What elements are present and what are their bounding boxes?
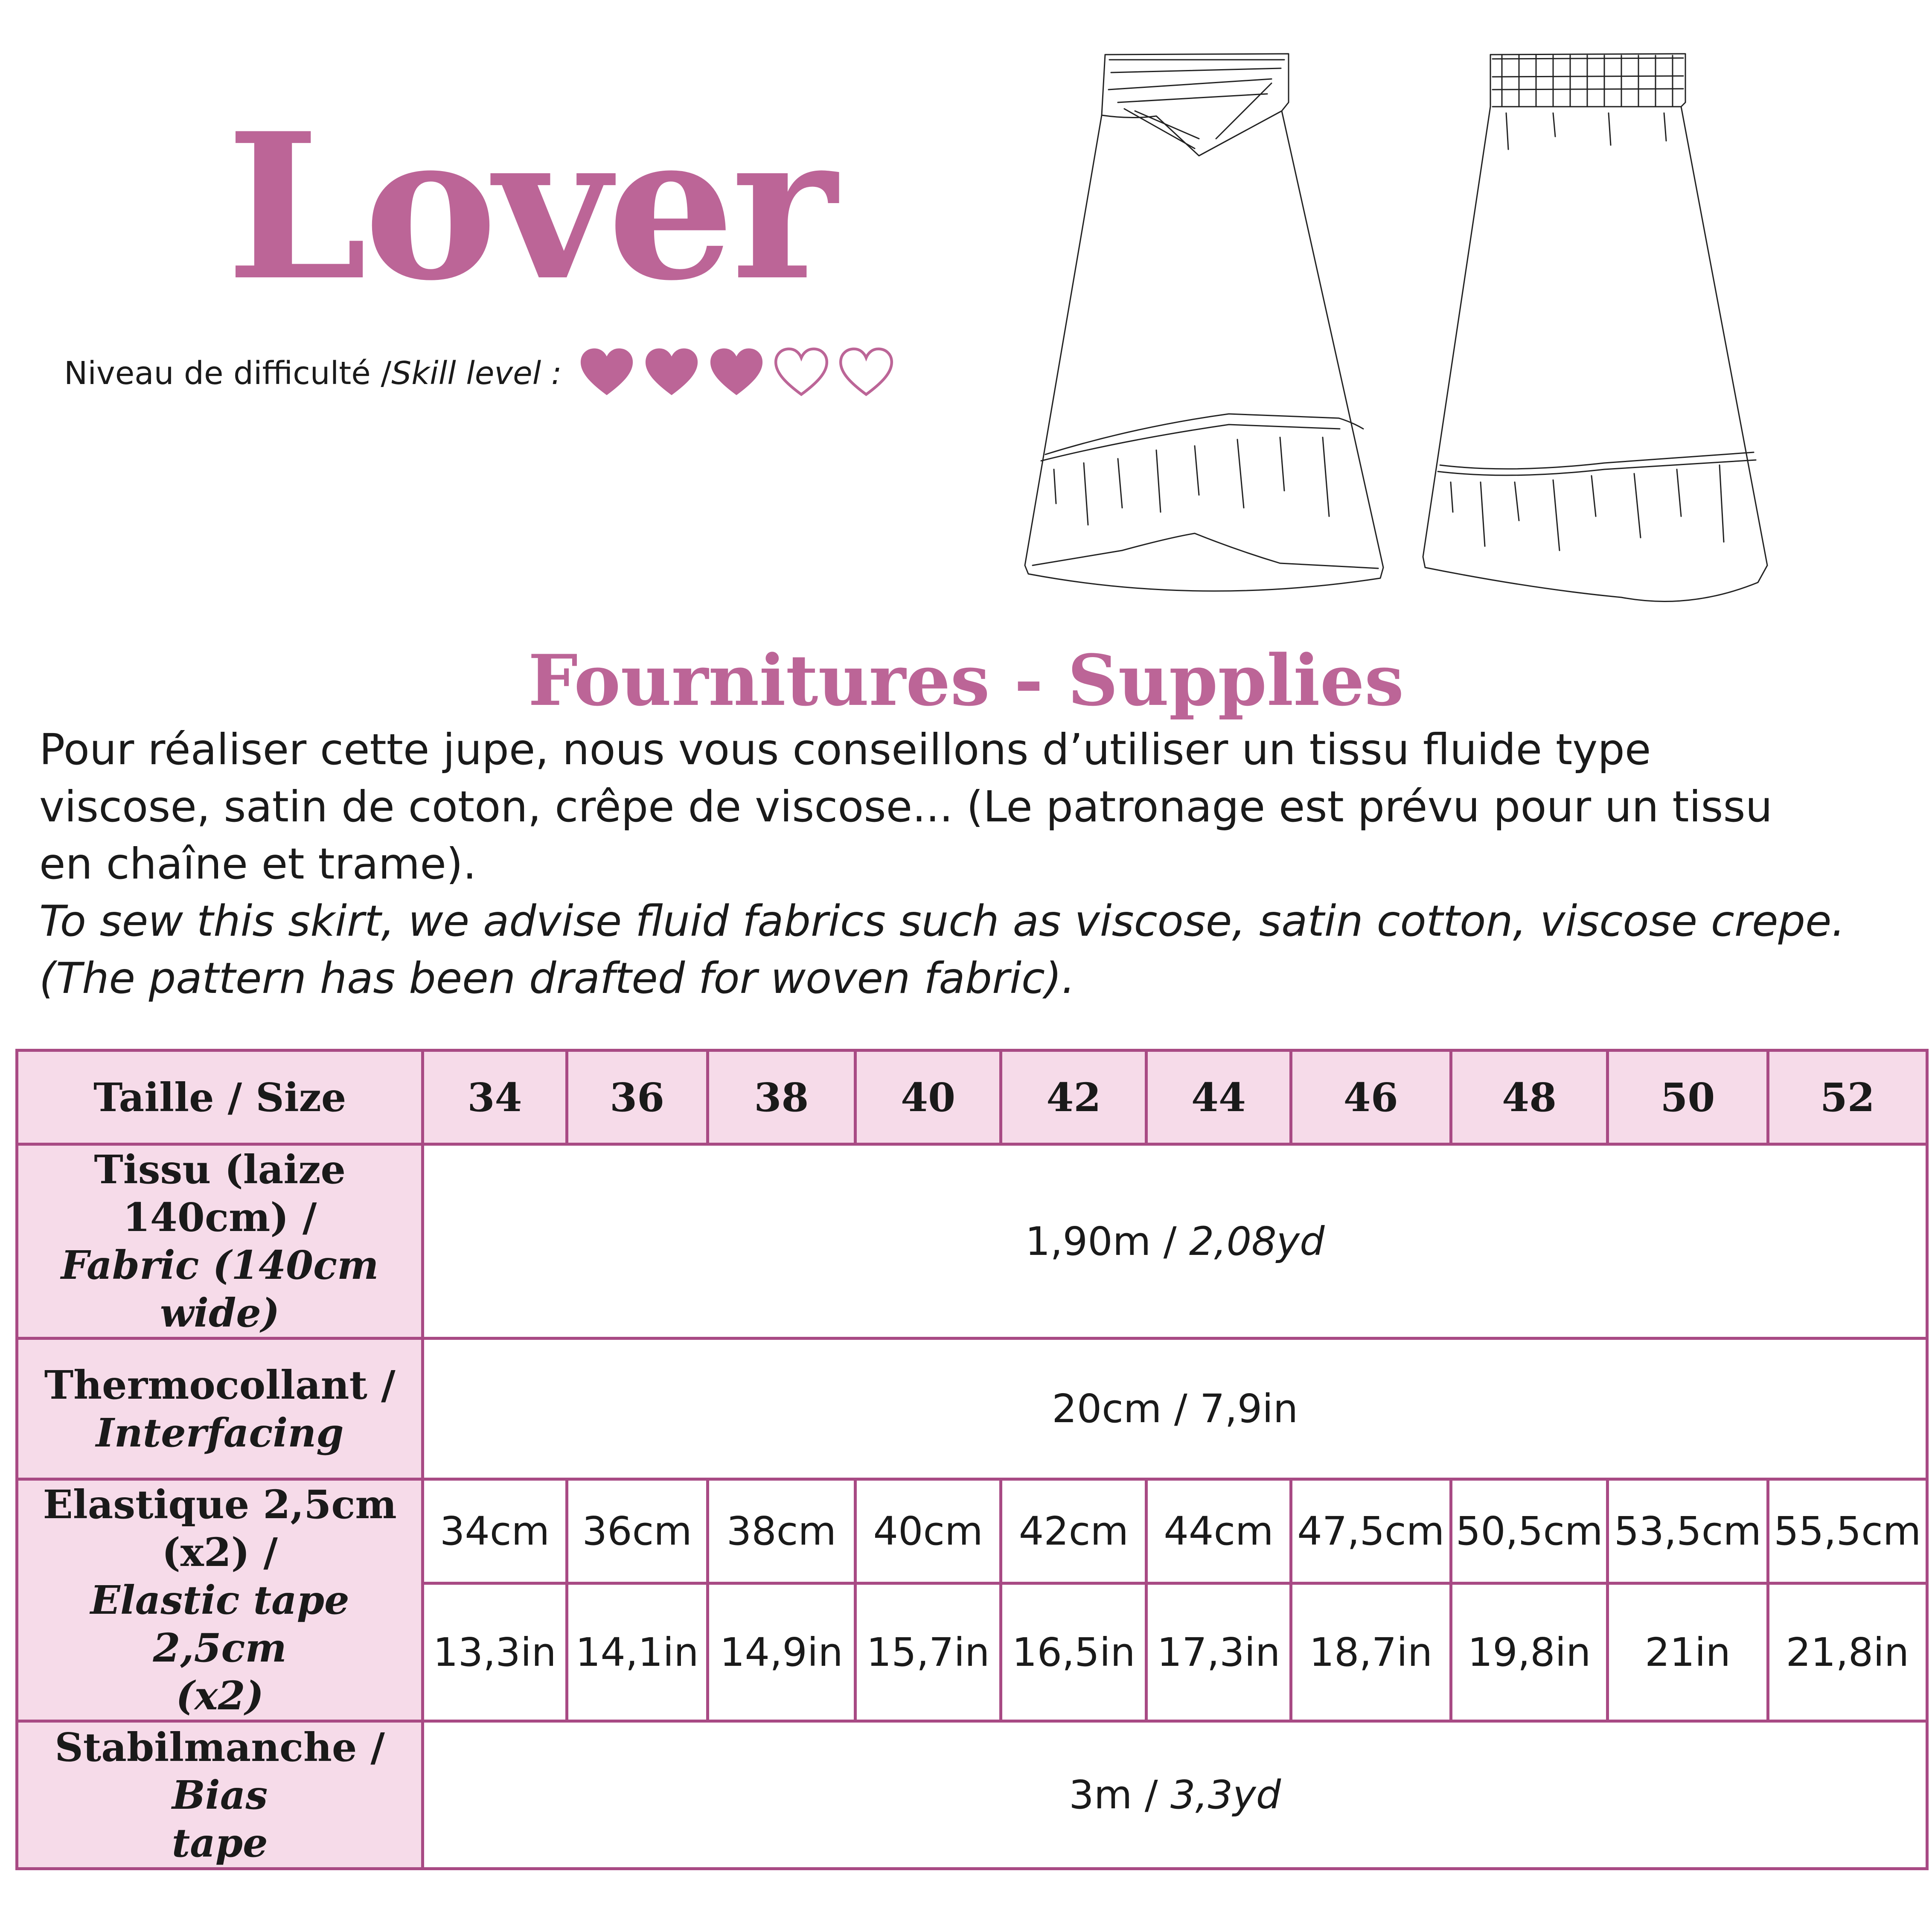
elastic-cm-cell: 42cm [1001, 1479, 1146, 1583]
heart-filled-icon [579, 346, 634, 401]
size-cell: 38 [707, 1051, 855, 1144]
elastic-label-en-1: Elastic tape 2,5cm [90, 1577, 349, 1671]
elastic-in-cell: 18,7in [1291, 1583, 1451, 1721]
elastic-label-en-2: (x2) [176, 1673, 264, 1719]
elastic-cm-cell: 44cm [1146, 1479, 1291, 1583]
bias-tape-label [17, 1721, 423, 1869]
elastic-in-cell: 14,9in [707, 1583, 855, 1721]
interfacing-label-fr: Thermocollant / [44, 1362, 396, 1408]
size-cell: 36 [567, 1051, 707, 1144]
intro-en-line-2: (The pattern has been drafted for woven fabric). [39, 953, 1075, 1003]
supplies-table [15, 1049, 1929, 1870]
size-cell: 40 [855, 1051, 1001, 1144]
heart-filled-icon [709, 346, 764, 401]
bias-tape-row [17, 1721, 1927, 1869]
back-skirt-drawing [1423, 54, 1767, 601]
size-cell: 52 [1768, 1051, 1927, 1144]
interfacing-label-en: Interfacing [96, 1409, 344, 1456]
bias-tape-value [423, 1721, 1927, 1869]
size-cell: 44 [1146, 1051, 1291, 1144]
elastic-in-cell: 19,8in [1451, 1583, 1607, 1721]
fabric-label-fr: Tissu (laize 140cm) / [94, 1147, 346, 1240]
elastic-label [17, 1479, 423, 1721]
heart-outline-icon [774, 346, 829, 401]
intro-fr-line-2: viscose, satin de coton, crêpe de viscose... (Le patronage est prévu pour un tissu [39, 782, 1772, 832]
elastic-in-cell: 16,5in [1001, 1583, 1146, 1721]
bias-tape-value-metric: 3m / [1069, 1772, 1170, 1818]
skill-label-fr: Niveau de difficulté / [64, 355, 392, 392]
front-skirt-drawing [1025, 54, 1383, 591]
bias-tape-label-en-1: Bias [172, 1772, 268, 1818]
elastic-cm-cell: 53,5cm [1608, 1479, 1768, 1583]
heart-outline-icon [838, 346, 894, 401]
intro-fr-line-3: en chaîne et trame). [39, 839, 477, 889]
elastic-cm-cell: 38cm [707, 1479, 855, 1583]
elastic-in-cell: 17,3in [1146, 1583, 1291, 1721]
pattern-title: Lover [226, 89, 834, 325]
size-header-row [17, 1051, 1927, 1144]
intro-text [39, 721, 1908, 1007]
bias-tape-value-imperial: 3,3yd [1170, 1772, 1281, 1818]
skill-label-en: Skill level : [391, 355, 562, 392]
elastic-label-fr-1: Elastique 2,5cm [43, 1481, 397, 1528]
elastic-in-cell: 14,1in [567, 1583, 707, 1721]
heart-filled-icon [644, 346, 699, 401]
supplies-heading: Fournitures - Supplies [528, 639, 1404, 722]
size-cell: 48 [1451, 1051, 1607, 1144]
fabric-row [17, 1144, 1927, 1339]
elastic-cm-cell: 34cm [423, 1479, 567, 1583]
elastic-cm-cell: 55,5cm [1768, 1479, 1927, 1583]
size-cell: 50 [1608, 1051, 1768, 1144]
elastic-cm-cell: 50,5cm [1451, 1479, 1607, 1583]
fabric-label [17, 1144, 423, 1339]
elastic-in-cell: 21,8in [1768, 1583, 1927, 1721]
size-cell: 46 [1291, 1051, 1451, 1144]
interfacing-row [17, 1339, 1927, 1479]
size-cell: 42 [1001, 1051, 1146, 1144]
fabric-value-metric: 1,90m / [1025, 1218, 1189, 1264]
interfacing-value: 20cm / 7,9in [423, 1339, 1927, 1479]
elastic-cm-cell: 47,5cm [1291, 1479, 1451, 1583]
interfacing-label [17, 1339, 423, 1479]
size-header-label: Taille / Size [17, 1051, 423, 1144]
bias-tape-label-fr: Stabilmanche / [55, 1724, 385, 1770]
bias-tape-label-en-2: tape [172, 1819, 268, 1866]
elastic-in-cell: 15,7in [855, 1583, 1001, 1721]
fabric-value [423, 1144, 1927, 1339]
intro-fr-line-1: Pour réaliser cette jupe, nous vous conseillons d’utiliser un tissu fluide type [39, 725, 1651, 774]
skirt-technical-drawings [1015, 43, 1784, 623]
skill-level [64, 337, 903, 410]
intro-en-line-1: To sew this skirt, we advise fluid fabrics such as viscose, satin cotton, viscose crepe. [39, 896, 1845, 946]
fabric-value-imperial: 2,08yd [1189, 1218, 1325, 1264]
fabric-label-en: Fabric (140cm wide) [61, 1242, 379, 1336]
elastic-label-fr-2: (x2) / [162, 1529, 278, 1575]
skill-hearts [579, 346, 903, 401]
elastic-cm-cell: 36cm [567, 1479, 707, 1583]
elastic-cm-cell: 40cm [855, 1479, 1001, 1583]
elastic-cm-row [17, 1479, 1927, 1583]
size-cell: 34 [423, 1051, 567, 1144]
elastic-in-cell: 21in [1608, 1583, 1768, 1721]
elastic-in-cell: 13,3in [423, 1583, 567, 1721]
